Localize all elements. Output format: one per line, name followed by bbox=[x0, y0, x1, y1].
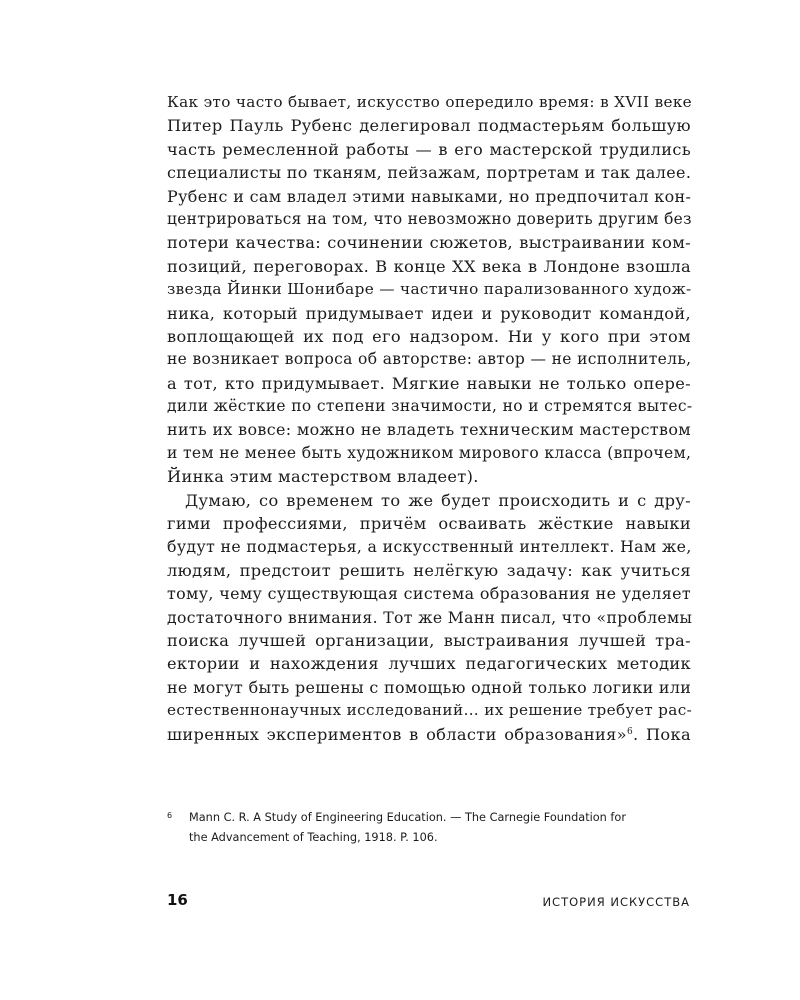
text-line: гими профессиями, причём осваивать жёсткие навыки bbox=[167, 514, 691, 534]
text-line: часть ремесленной работы — в его мастерской трудились bbox=[167, 139, 691, 159]
text-fragment: . Пока bbox=[633, 724, 691, 744]
text-line: Думаю, со временем то же будет происходить и с дру- bbox=[185, 490, 691, 510]
text-line: поиска лучшей организации, выстраивания лучшей тра- bbox=[167, 630, 691, 650]
text-line: а тот, кто придумывает. Мягкие навыки не только опере- bbox=[167, 373, 691, 393]
text-line: не могут быть решены с помощью одной только логики или bbox=[167, 677, 692, 697]
text-line: центрироваться на том, что невозможно доверить другим без bbox=[167, 209, 692, 228]
text-line: естественнонаучных исследований… их решение требует рас- bbox=[167, 701, 693, 720]
footnote-text bbox=[189, 808, 691, 847]
text-line: Йинка этим мастерством владеет). bbox=[167, 467, 479, 487]
text-line: ектории и нахождения лучших педагогических методик bbox=[167, 654, 691, 674]
text-line: воплощающей их под его надзором. Ни у кого при этом bbox=[167, 326, 691, 346]
text-line: потери качества: сочинении сюжетов, выстраивании ком- bbox=[167, 233, 691, 253]
text-line: и тем не менее быть художником мирового класса (впрочем, bbox=[167, 443, 692, 462]
main-text bbox=[167, 91, 691, 746]
footnote-line: the Advancement of Teaching, 1918. P. 106. bbox=[189, 830, 438, 844]
page-number: 16 bbox=[167, 891, 188, 909]
running-head: ИСТОРИЯ ИСКУССТВА bbox=[542, 895, 690, 909]
footnote-ref[interactable]: 6 bbox=[626, 726, 634, 737]
footnote-mark: 6 bbox=[167, 811, 173, 820]
text-line: достаточного внимания. Тот же Манн писал, что «проблемы bbox=[167, 607, 693, 627]
text-fragment: ширенных экспериментов в области образования» bbox=[167, 724, 627, 744]
text-line: специалисты по тканям, пейзажам, портретам и так далее. bbox=[167, 163, 692, 183]
text-line-with-footnote-ref bbox=[167, 723, 691, 746]
text-line: позиций, переговорах. В конце XX века в Лондоне взошла bbox=[167, 256, 691, 276]
text-line: не возникает вопроса об авторстве: автор — не исполнитель, bbox=[167, 350, 692, 369]
text-line: дили жёсткие по степени значимости, но и стремятся вытес- bbox=[167, 397, 693, 416]
text-line: будут не подмастерья, а искусственный интеллект. Нам же, bbox=[167, 537, 692, 557]
text-line: людям, предстоит решить нелёгкую задачу: как учиться bbox=[167, 560, 691, 580]
text-line: звезда Йинки Шонибаре — частично парализованного худож- bbox=[167, 280, 692, 299]
text-line: тому, чему существующая система образования не уделяет bbox=[167, 584, 691, 604]
text-line: ника, который придумывает идеи и руководит командой, bbox=[167, 303, 691, 323]
footnote bbox=[167, 808, 691, 847]
footnote-line: Mann C. R. A Study of Engineering Education. — The Carnegie Foundation for bbox=[189, 811, 626, 824]
text-line: Питер Пауль Рубенс делегировал подмастерьям большую bbox=[167, 116, 691, 136]
text-line: Рубенс и сам владел этими навыками, но предпочитал кон- bbox=[167, 186, 692, 206]
text-line: Как это часто бывает, искусство опередило время: в XVII веке bbox=[167, 93, 693, 111]
text-line: нить их вовсе: можно не владеть техническим мастерством bbox=[167, 420, 691, 440]
